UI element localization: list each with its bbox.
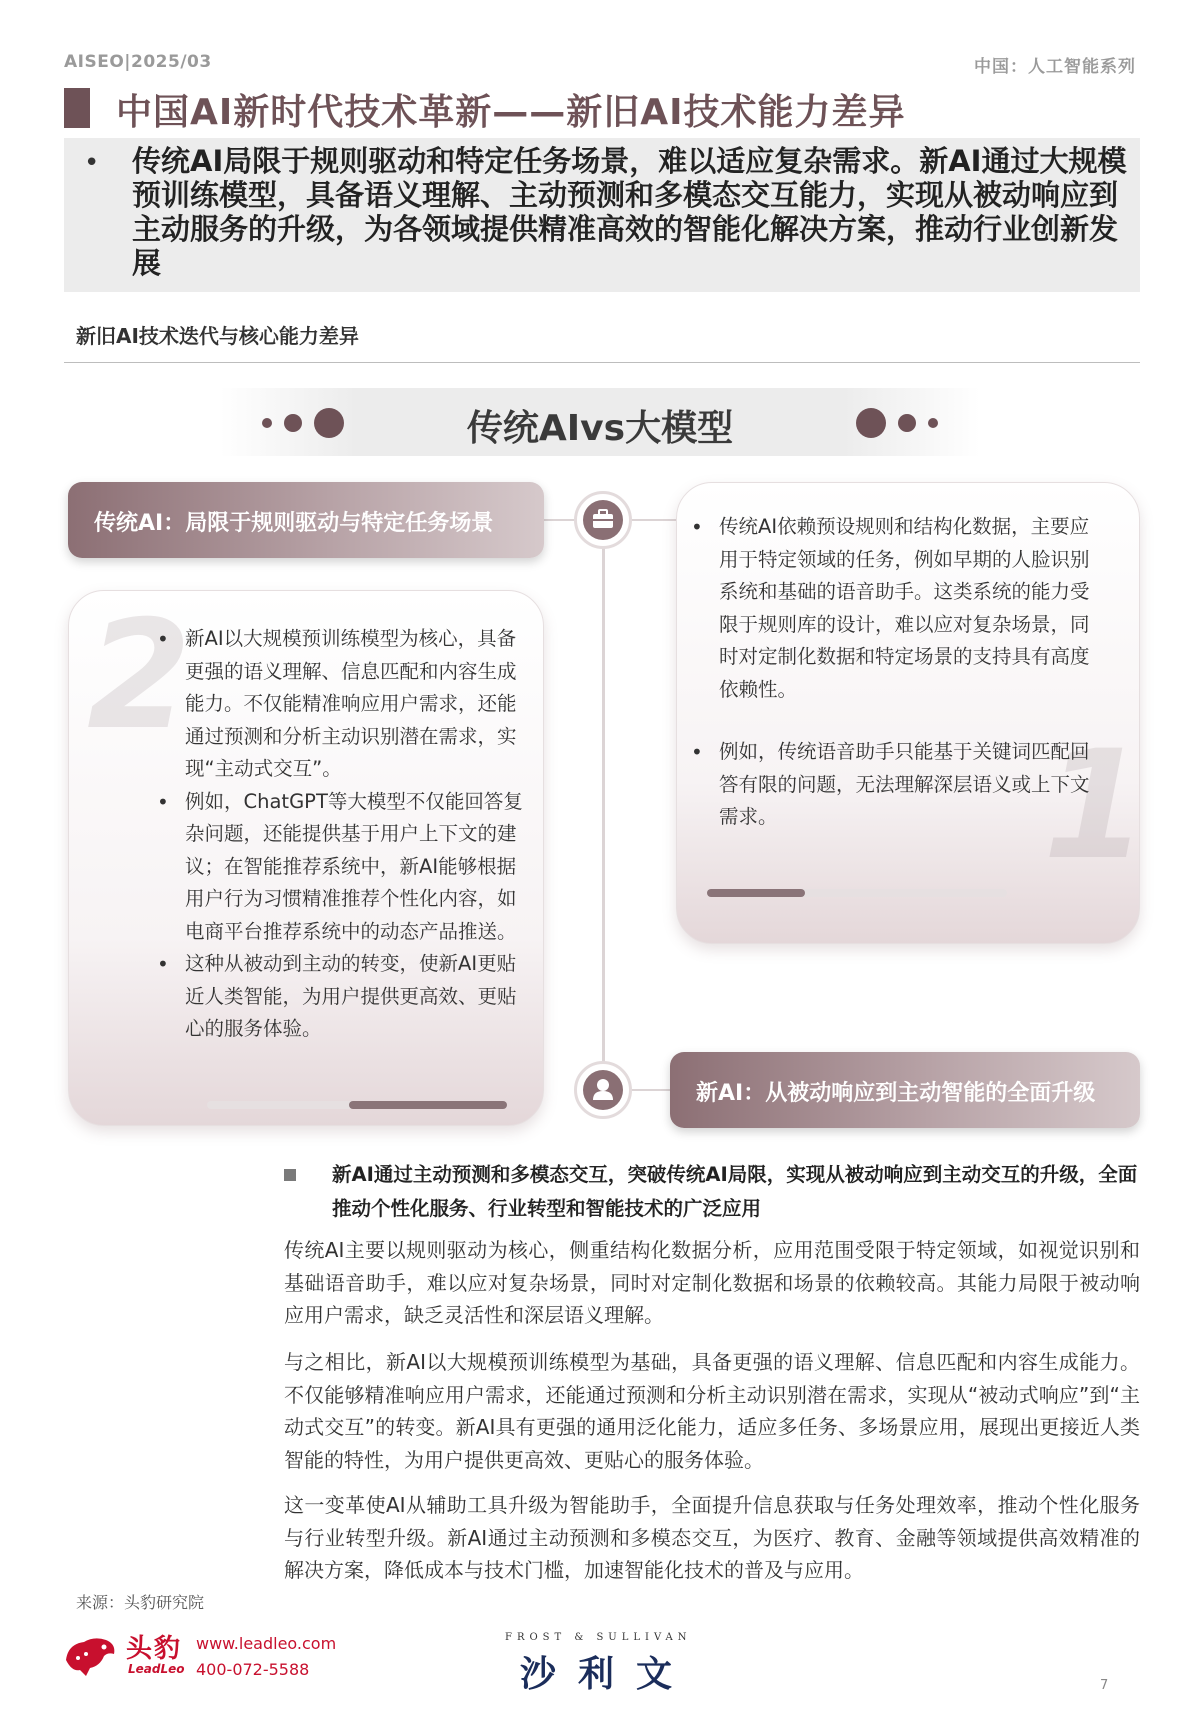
briefcase-icon — [574, 491, 632, 549]
body-paragraph: 这一变革使AI从辅助工具升级为智能助手，全面提升信息获取与任务处理效率，推动个性化服务与行业转型升级。新AI通过主动预测和多模态交互，为医疗、教育、金融等领域提供高效精准的解决方案，降低成本与技术门槛，加速智能化技术的普及与应用。 — [284, 1493, 1140, 1582]
new-ai-card — [68, 590, 544, 1126]
phone-number: 400-072-5588 — [196, 1660, 310, 1679]
section-divider — [64, 362, 1140, 363]
website-link[interactable]: www.leadleo.com — [196, 1634, 337, 1653]
decor-dot — [928, 418, 938, 428]
leopard-logo-icon — [60, 1630, 120, 1680]
section-label: 新旧AI技术迭代与核心能力差异 — [76, 324, 359, 348]
list-item: • 传统AI依赖预设规则和结构化数据，主要应用于特定领域的任务，例如早期的人脸识别系统和基础的语音助手。这类系统的能力受限于规则库的设计，难以应对复杂场景，同时对定制化数据和特定场景的支持具有高度依赖性。 — [687, 511, 1107, 706]
decor-dot — [856, 408, 886, 438]
page-number: 7 — [1100, 1678, 1109, 1693]
partner-name-en: FROST & SULLIVAN — [505, 1632, 692, 1643]
list-item: • 例如，ChatGPT等大模型不仅能回答复杂问题，还能提供基于用户上下文的建议；在智能推荐系统中，新AI能够根据用户行为习惯精准推荐个性化内容，如电商平台推荐系统中的动态产品推送。 — [153, 786, 533, 949]
connector-line — [632, 1089, 670, 1091]
decor-dot — [284, 414, 302, 432]
card-number: 1 — [1043, 719, 1148, 893]
diagram-title: 传统AIvs大模型 — [466, 408, 734, 449]
timeline-line — [602, 500, 605, 1090]
body-paragraph: 与之相比，新AI以大规模预训练模型为基础，具备更强的语义理解、信息匹配和内容生成能力。不仅能够精准响应用户需求，还能通过预测和分析主动识别潜在需求，实现从“被动式响应”到“主动式交互”的转变。新AI具有更强的通用泛化能力，适应多任务、多场景应用，展现出更接近人类智能的特性，为用户提供更高效、更贴心的服务体验。 — [284, 1350, 1140, 1472]
list-item: • 新AI以大规模预训练模型为核心，具备更强的语义理解、信息匹配和内容生成能力。不仅能精准响应用户需求，还能通过预测和分析主动识别潜在需求，实现“主动式交互”。 — [153, 623, 533, 786]
title-accent-bar — [64, 88, 90, 128]
key-takeaway — [284, 1158, 1140, 1226]
brand-name-en: LeadLeo — [128, 1662, 185, 1676]
page-title: 中国AI新时代技术革新——新旧AI技术能力差异 — [116, 92, 906, 133]
square-bullet-icon — [284, 1169, 296, 1181]
traditional-ai-heading — [68, 482, 544, 558]
card-number: 2 — [87, 589, 192, 763]
traditional-ai-heading-text: 传统AI：局限于规则驱动与特定任务场景 — [94, 511, 494, 536]
connector-line — [632, 519, 676, 521]
report-tag: AISEO|2025/03 — [64, 52, 212, 72]
key-takeaway-text: 新AI通过主动预测和多模态交互，突破传统AI局限，实现从被动响应到主动交互的升级，全面推动个性化服务、行业转型和智能技术的广泛应用 — [332, 1163, 1138, 1220]
traditional-ai-card — [676, 482, 1148, 944]
traditional-ai-bullets — [687, 511, 1107, 864]
decor-dot — [262, 418, 272, 428]
person-icon — [574, 1061, 632, 1119]
source-note: 来源：头豹研究院 — [76, 1593, 205, 1612]
summary-box — [64, 138, 1140, 292]
body-paragraph: 传统AI主要以规则驱动为核心，侧重结构化数据分析，应用范围受限于特定领域，如视觉识别和基础语音助手，难以应对复杂场景，同时对定制化数据和场景的依赖较高。其能力局限于被动响应用户需求，缺乏灵活性和深层语义理解。 — [284, 1238, 1140, 1327]
new-ai-bullets — [153, 623, 533, 1046]
partner-name-cn: 沙利文 — [520, 1654, 695, 1695]
new-ai-heading — [670, 1052, 1140, 1128]
list-item: • 例如，传统语音助手只能基于关键词匹配回答有限的问题，无法理解深层语义或上下文需求。 — [687, 736, 1107, 834]
decor-dot — [314, 408, 344, 438]
list-item: • 这种从被动到主动的转变，使新AI更贴近人类智能，为用户提供更高效、更贴心的服务体验。 — [153, 948, 533, 1046]
scrollbar-thumb[interactable] — [707, 889, 805, 897]
decor-dot — [898, 414, 916, 432]
summary-text: 传统AI局限于规则驱动和特定任务场景，难以适应复杂需求。新AI通过大规模预训练模型，具备语义理解、主动预测和多模态交互能力，实现从被动响应到主动服务的升级，为各领域提供精准高效的智能化解决方案，推动行业创新发展 — [132, 144, 1127, 280]
brand-name: 头豹 — [126, 1634, 183, 1664]
summary-bullet: • — [84, 148, 100, 178]
scrollbar-thumb[interactable] — [349, 1101, 507, 1109]
series-label: 中国：人工智能系列 — [974, 57, 1136, 77]
new-ai-heading-text: 新AI：从被动响应到主动智能的全面升级 — [696, 1081, 1096, 1106]
